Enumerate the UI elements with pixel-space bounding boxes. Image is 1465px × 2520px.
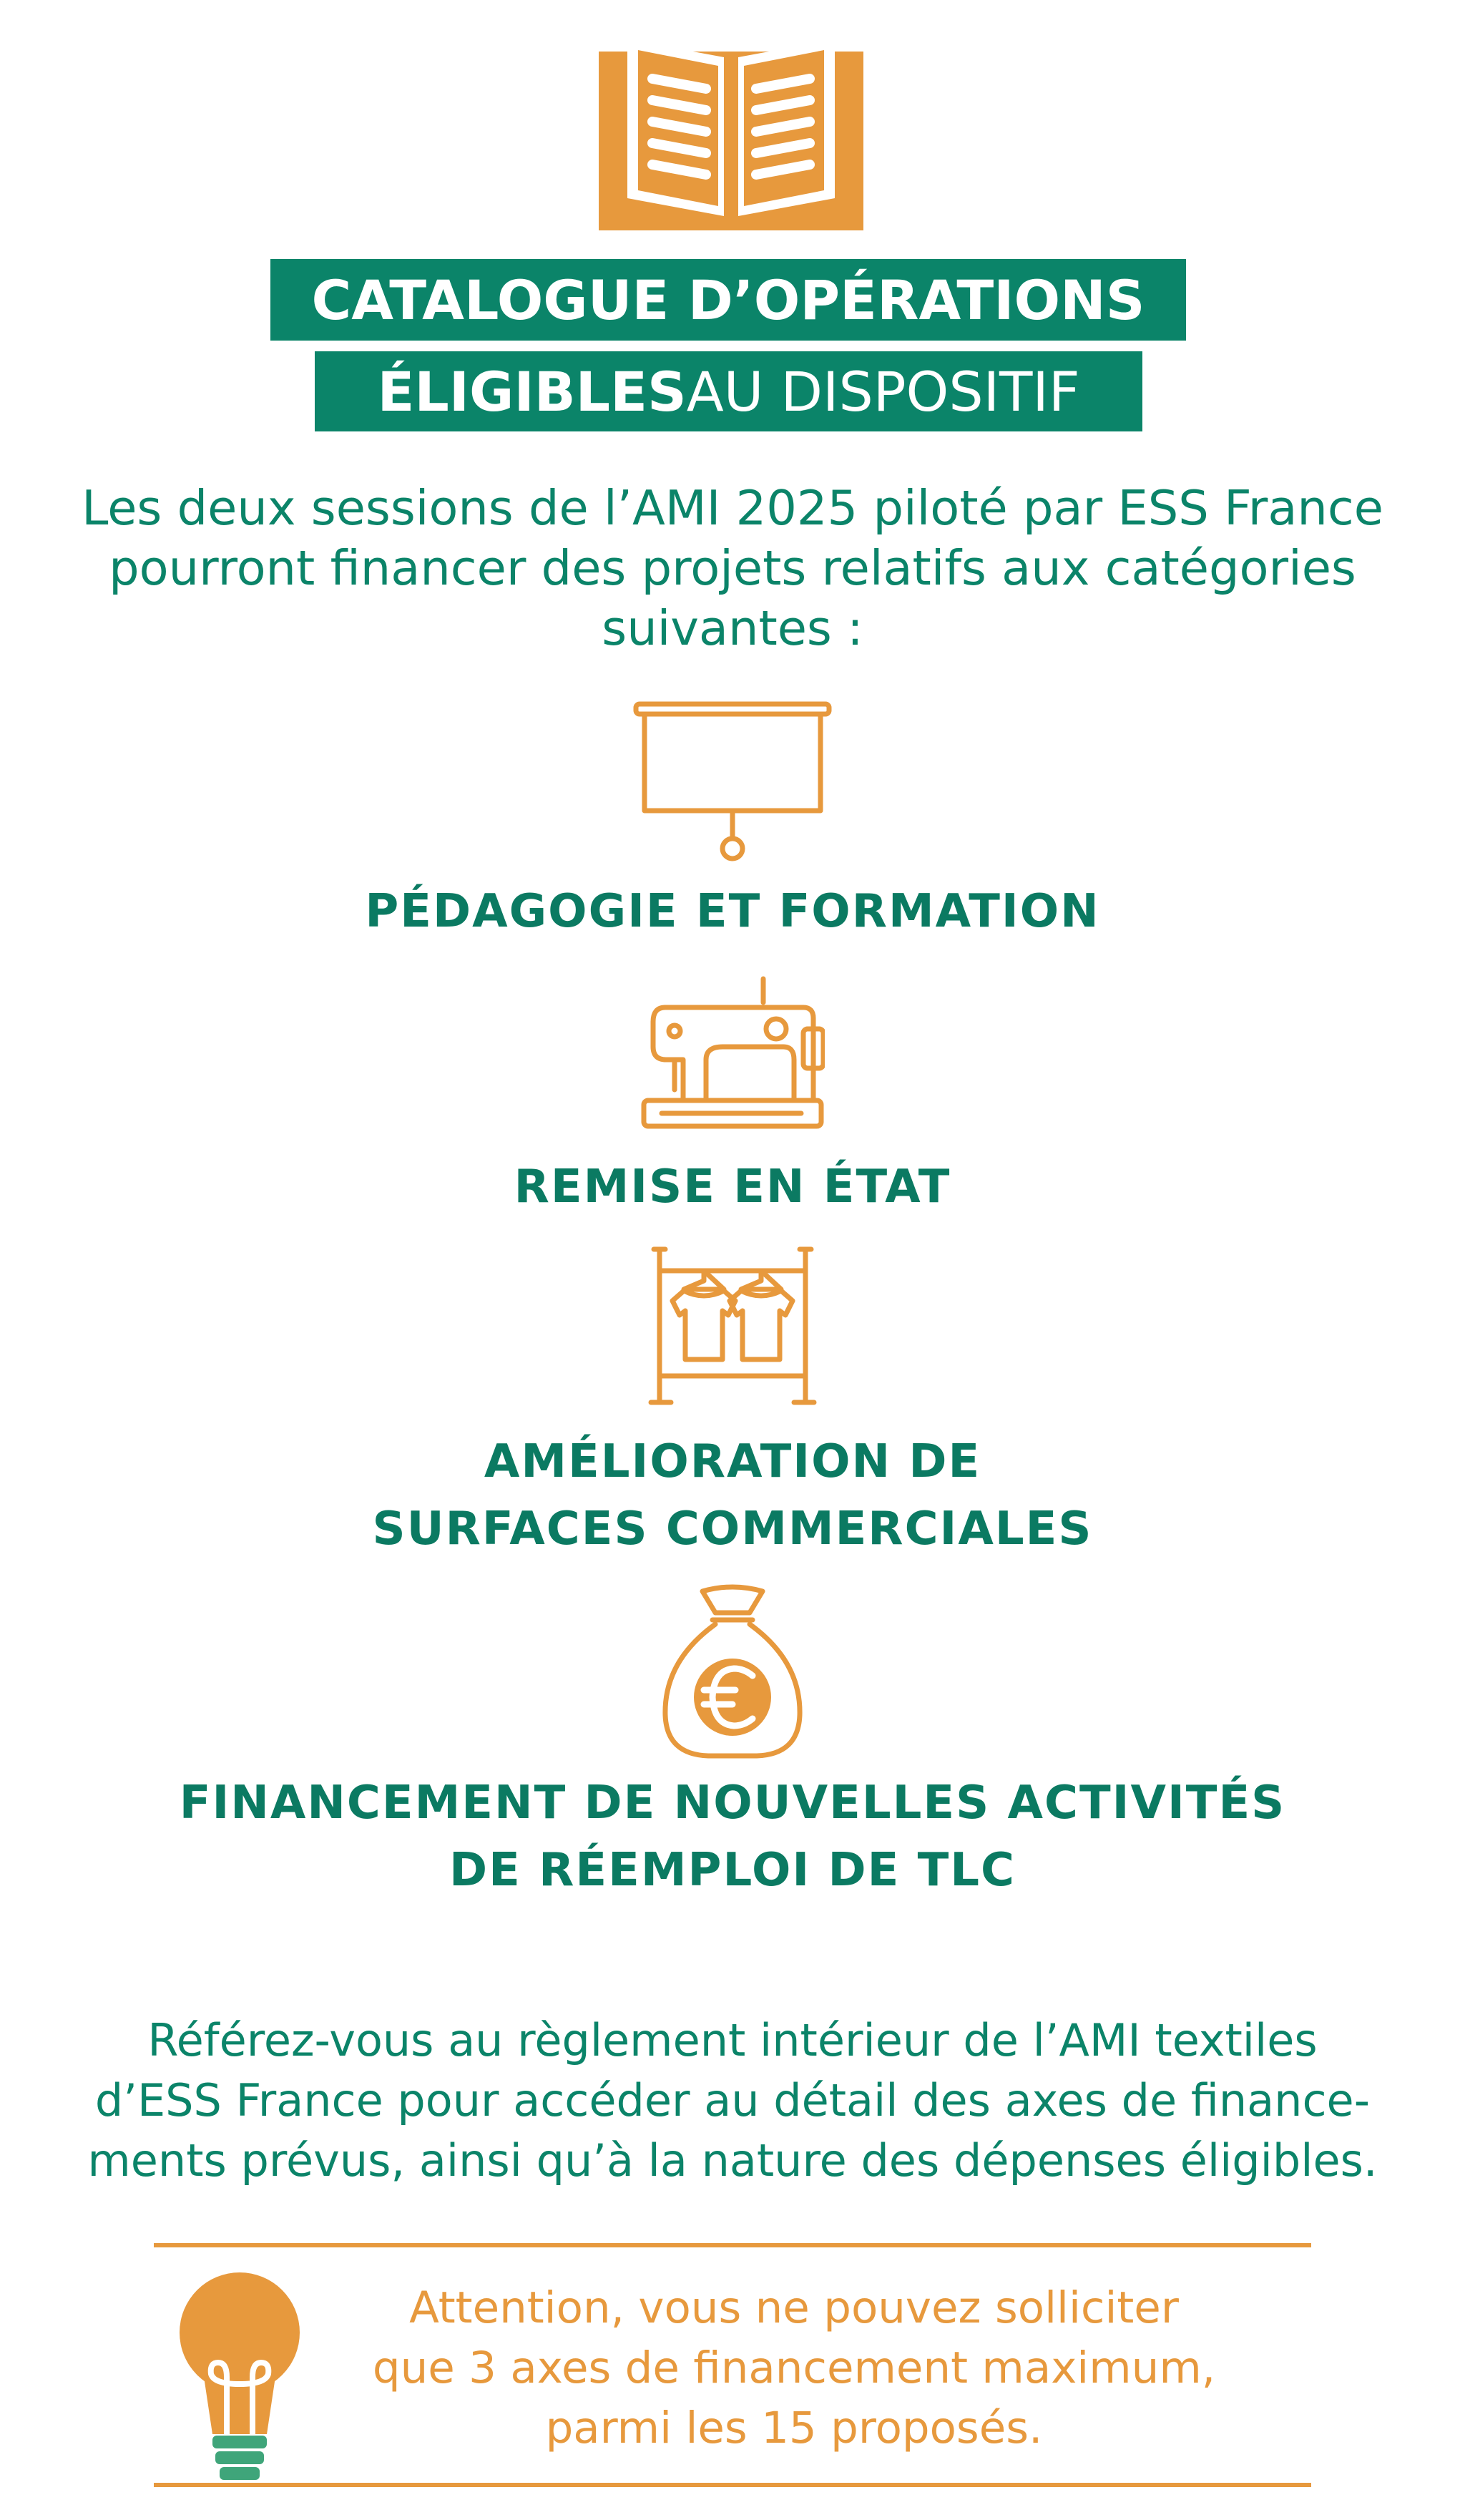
attention-line: parmi les 15 proposés. [545, 2403, 1043, 2453]
lightbulb-icon [175, 2270, 304, 2491]
page-title-line1: CATALOGUE D’OPÉRATIONS [311, 268, 1145, 332]
intro-paragraph [43, 478, 1422, 658]
clothing-rack-icon [648, 1244, 817, 1412]
page-title-line2-bold: ÉLIGIBLES [377, 359, 687, 424]
category-label-financement [0, 1769, 1465, 1904]
attention-bottom-divider [154, 2483, 1311, 2487]
title-band-line1 [270, 259, 1186, 341]
attention-line: Attention, vous ne pouvez solliciter [409, 2282, 1179, 2333]
category-label-remise-en-etat: REMISE EN ÉTAT [514, 1161, 951, 1213]
category-label-line: SURFACES COMMERCIALES [372, 1503, 1093, 1556]
category-label-line: AMÉLIORATION DE [484, 1435, 981, 1488]
category-label-amelioration [0, 1428, 1465, 1563]
page-title-line2-normal: AU DISPOSITIF [686, 359, 1080, 424]
title-band-line2 [315, 351, 1142, 431]
attention-text [300, 2278, 1288, 2458]
reference-line: Référez-vous au règlement intérieur de l’AMI textiles [147, 2014, 1318, 2066]
intro-line: Les deux sessions de l’AMI 2025 piloté par ESS France [82, 480, 1383, 536]
intro-line: pourront financer des projets relatifs aux catégories [109, 540, 1356, 596]
projector-screen-icon [632, 700, 833, 866]
attention-top-divider [154, 2243, 1311, 2247]
category-label-pedagogie: PÉDAGOGIE ET FORMATION [365, 885, 1100, 938]
category-label-line: DE RÉEMPLOI DE TLC [449, 1844, 1016, 1897]
reference-line: d’ESS France pour accéder au détail des axes de finance- [94, 2074, 1371, 2126]
attention-line: que 3 axes de financement maximum, [372, 2343, 1216, 2393]
open-book-icon [595, 29, 867, 233]
sewing-machine-icon [640, 975, 825, 1141]
reference-line: ments prévus, ainsi qu’à la nature des dépenses éligibles. [87, 2134, 1378, 2187]
euro-money-bag-icon [658, 1583, 807, 1762]
category-label-line: FINANCEMENT DE NOUVELLES ACTIVITÉS [179, 1777, 1286, 1830]
reference-paragraph [21, 2011, 1444, 2191]
intro-line: suivantes : [602, 600, 863, 656]
